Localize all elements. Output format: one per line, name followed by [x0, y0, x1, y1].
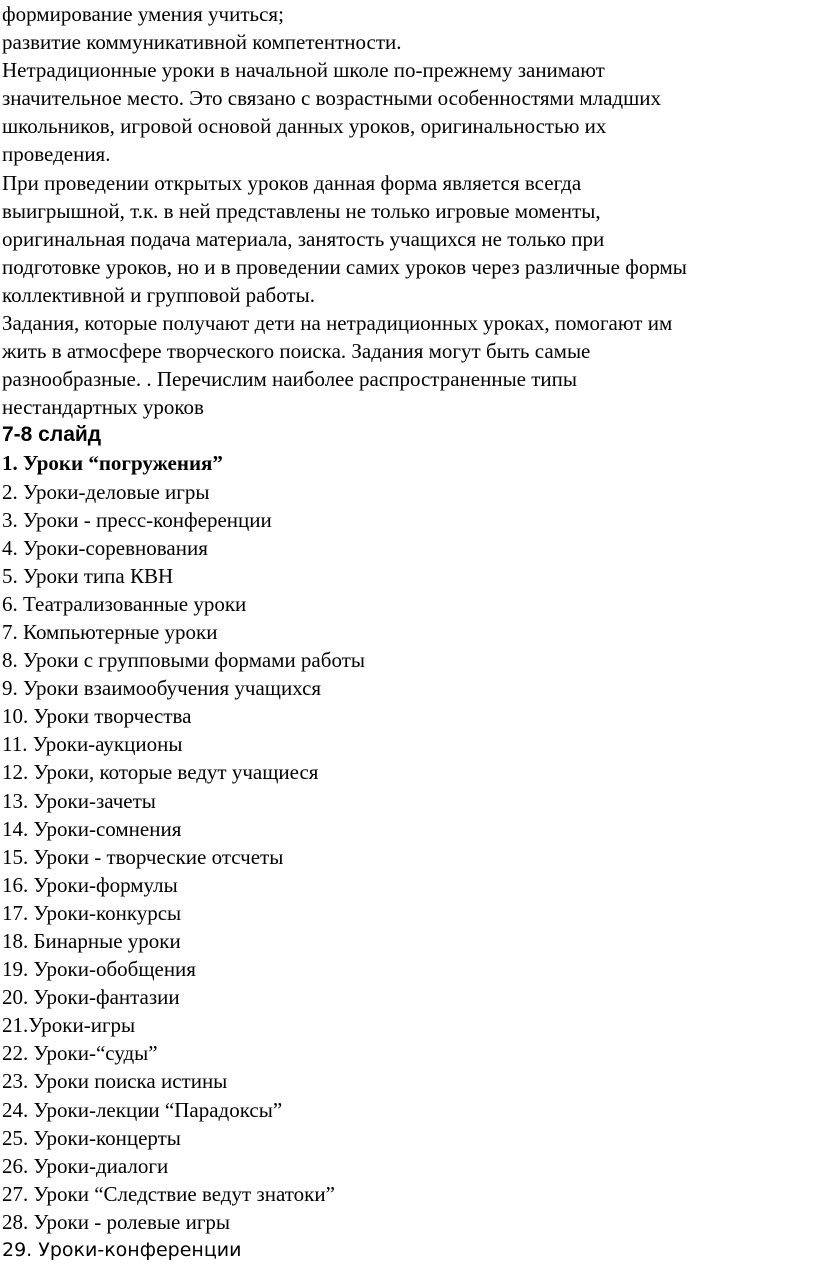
intro-block — [2, 0, 814, 56]
slide-heading: 7-8 слайд — [2, 423, 102, 447]
list-item: 28. Уроки - ролевые игры — [2, 1209, 231, 1234]
list-item: 22. Уроки-“суды” — [2, 1041, 158, 1066]
paragraph-line: Нетрадиционные уроки в начальной школе по-прежнему занимают — [2, 58, 605, 83]
list-item: 8. Уроки с групповыми формами работы — [2, 648, 365, 673]
list-item: 24. Уроки-лекции “Парадоксы” — [2, 1097, 283, 1122]
paragraph-line: При проведении открытых уроков данная форма является всегда — [2, 170, 582, 195]
list-item: 10. Уроки творчества — [2, 704, 192, 729]
paragraph-line: проведения. — [2, 142, 111, 167]
list-item: 23. Уроки поиска истины — [2, 1069, 228, 1094]
list-item: 26. Уроки-диалоги — [2, 1153, 169, 1178]
intro-line: формирование умения учиться; — [2, 2, 284, 26]
list-item: 1. Уроки “погружения” — [2, 451, 223, 476]
list-item: 18. Бинарные уроки — [2, 929, 181, 953]
paragraph-line: разнообразные. . Перечислим наиболее распространенные типы — [2, 367, 578, 392]
paragraph-tasks — [2, 309, 814, 421]
lesson-types-list — [2, 449, 814, 1264]
list-item: 17. Уроки-конкурсы — [2, 900, 182, 925]
document-page — [2, 0, 814, 1264]
list-item: 7. Компьютерные уроки — [2, 619, 218, 644]
list-item: 21.Уроки-игры — [2, 1013, 136, 1038]
intro-line: развитие коммуникативной компетентности. — [2, 30, 402, 55]
list-item: 2. Уроки-деловые игры — [2, 479, 210, 504]
list-item: 27. Уроки “Следствие ведут знатоки” — [2, 1181, 335, 1206]
list-item: 16. Уроки-формулы — [2, 872, 178, 897]
list-item: 11. Уроки-аукционы — [2, 732, 183, 757]
list-item: 4. Уроки-соревнования — [2, 535, 208, 560]
paragraph-line: подготовке уроков, но и в проведении самих уроков через различные формы — [2, 254, 687, 279]
list-item: 25. Уроки-концерты — [2, 1125, 181, 1150]
list-item: 13. Уроки-зачеты — [2, 788, 156, 813]
list-item: 14. Уроки-сомнения — [2, 816, 182, 841]
list-item: 20. Уроки-фантазии — [2, 985, 180, 1010]
paragraph-line: выигрышной, т.к. в ней представлены не только игровые моменты, — [2, 198, 601, 223]
list-item: 15. Уроки - творческие отсчеты — [2, 844, 284, 869]
paragraph-line: жить в атмосфере творческого поиска. Задания могут быть самые — [2, 339, 591, 364]
list-item: 9. Уроки взаимообучения учащихся — [2, 676, 322, 701]
paragraph-line: оригинальная подача материала, занятость учащихся не только при — [2, 226, 605, 251]
list-item: 3. Уроки - пресс-конференции — [2, 507, 272, 532]
list-item: 6. Театрализованные уроки — [2, 591, 247, 616]
paragraph-line: Задания, которые получают дети на нетрадиционных уроках, помогают им — [2, 311, 673, 336]
list-item: 5. Уроки типа КВН — [2, 563, 174, 588]
paragraph-open-lessons — [2, 169, 814, 309]
list-item: 19. Уроки-обобщения — [2, 957, 196, 982]
paragraph-line: коллективной и групповой работы. — [2, 282, 315, 307]
list-item: 12. Уроки, которые ведут учащиеся — [2, 760, 319, 785]
paragraph-line: значительное место. Это связано с возрастными особенностями младших — [2, 86, 662, 111]
paragraph-line: школьников, игровой основой данных уроков, оригинальностью их — [2, 114, 607, 139]
list-item: 29. Уроки-конференции — [2, 1239, 242, 1262]
paragraph-line: нестандартных уроков — [2, 395, 204, 420]
paragraph-nontraditional-lessons — [2, 56, 814, 168]
